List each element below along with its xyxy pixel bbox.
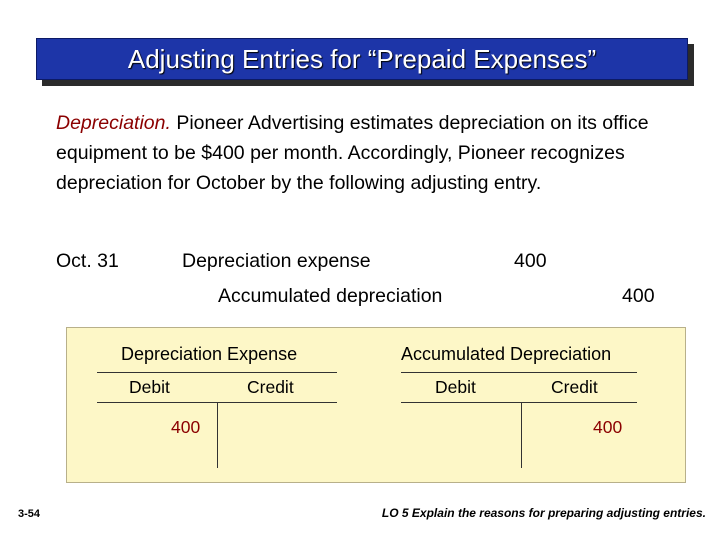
paragraph-lead: Depreciation. bbox=[56, 112, 171, 134]
title-banner bbox=[36, 38, 688, 80]
t-account-credit-label: Credit bbox=[551, 377, 598, 397]
description-paragraph bbox=[56, 108, 696, 198]
t-account-rule bbox=[97, 372, 337, 373]
t-account-debit-label: Debit bbox=[129, 377, 170, 397]
t-account-title-depreciation-expense: Depreciation Expense bbox=[121, 344, 298, 364]
slide-title: Adjusting Entries for “Prepaid Expenses” bbox=[127, 43, 597, 74]
t-accounts-panel bbox=[66, 327, 686, 483]
t-account-divider bbox=[521, 402, 522, 468]
t-account-top-line bbox=[401, 402, 637, 403]
entry-credit-account: Accumulated depreciation bbox=[218, 285, 443, 307]
t-account-divider bbox=[217, 402, 218, 468]
learning-objective: LO 5 Explain the reasons for preparing adjusting entries. bbox=[381, 506, 706, 520]
entry-debit-account: Depreciation expense bbox=[182, 250, 371, 272]
entry-debit-amount: 400 bbox=[514, 250, 547, 272]
t-account-debit-value: 400 bbox=[171, 417, 201, 437]
t-account-credit-label: Credit bbox=[247, 377, 294, 397]
t-account-credit-value: 400 bbox=[593, 417, 623, 437]
entry-date: Oct. 31 bbox=[56, 250, 119, 272]
entry-credit-amount: 400 bbox=[622, 285, 655, 307]
paragraph-body: Pioneer Advertising estimates depreciation on its office equipment to be $400 per month. Accordingly, Pioneer recognizes depreciation for October by the following adjusting entry. bbox=[56, 112, 649, 194]
t-account-rule bbox=[401, 372, 637, 373]
slide-number: 3-54 bbox=[18, 508, 41, 520]
t-account-debit-label: Debit bbox=[435, 377, 476, 397]
t-account-title-accumulated-depreciation: Accumulated Depreciation bbox=[401, 344, 612, 364]
